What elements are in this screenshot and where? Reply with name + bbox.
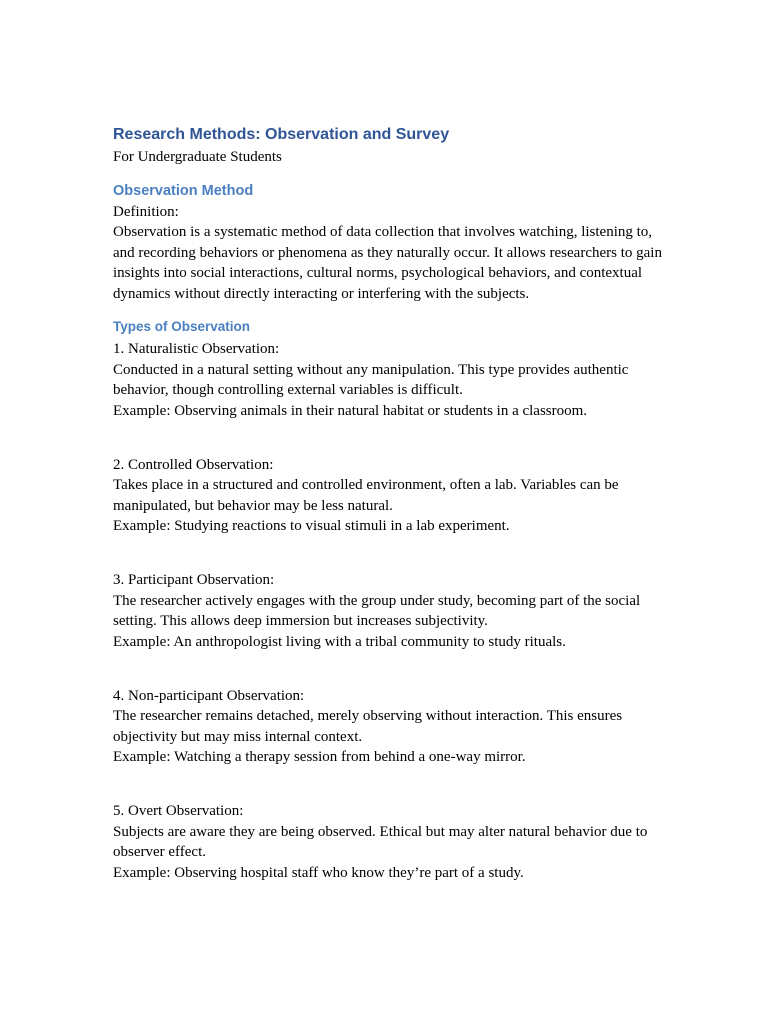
section-heading-observation-method: Observation Method (113, 182, 254, 199)
document-page (113, 124, 673, 917)
observation-type-non-participant (113, 686, 673, 768)
type-example: Example: An anthropologist living with a tribal community to study rituals. (113, 633, 566, 650)
document-subtitle: For Undergraduate Students (113, 149, 282, 165)
type-name: 5. Overt Observation: (113, 803, 244, 819)
observation-type-controlled (113, 455, 673, 537)
type-name: 4. Non-participant Observation: (113, 687, 305, 704)
type-name: 3. Participant Observation: (113, 572, 275, 588)
type-description: Subjects are aware they are being observed. Ethical but may alter natural behavior due to observer effect. (113, 823, 648, 860)
type-example: Example: Observing animals in their natural habitat or students in a classroom. (113, 402, 588, 419)
type-description: Conducted in a natural setting without any manipulation. This type provides authentic behavior, though controlling external variables is difficult. (113, 361, 629, 398)
type-description: Takes place in a structured and controlled environment, often a lab. Variables can be manipulated, but behavior may be less natural. (113, 477, 619, 514)
document-title: Research Methods: Observation and Survey (113, 126, 450, 143)
type-example: Example: Studying reactions to visual stimuli in a lab experiment. (113, 518, 510, 534)
type-name: 1. Naturalistic Observation: (113, 341, 280, 357)
definition-text: Observation is a systematic method of data collection that involves watching, listening to, and recording behaviors or phenomena as they naturally occur. It allows researchers to gain insights into social interactions, cultural norms, psychological behaviors, and contextual dynamics without directly interacting or interfering with the subjects. (113, 224, 662, 302)
type-description: The researcher remains detached, merely observing without interaction. This ensures objectivity but may miss internal context. (113, 708, 623, 745)
type-description: The researcher actively engages with the group under study, becoming part of the social setting. This allows deep immersion but increases subjectivity. (113, 592, 641, 629)
observation-type-participant (113, 570, 673, 652)
type-example: Example: Observing hospital staff who know they’re part of a study. (113, 864, 524, 881)
type-example: Example: Watching a therapy session from behind a one-way mirror. (113, 749, 526, 765)
type-name: 2. Controlled Observation: (113, 456, 274, 473)
observation-type-overt (113, 801, 673, 883)
section-heading-types-of-observation: Types of Observation (113, 319, 251, 334)
observation-type-naturalistic (113, 339, 673, 421)
definition-label: Definition: (113, 203, 179, 220)
